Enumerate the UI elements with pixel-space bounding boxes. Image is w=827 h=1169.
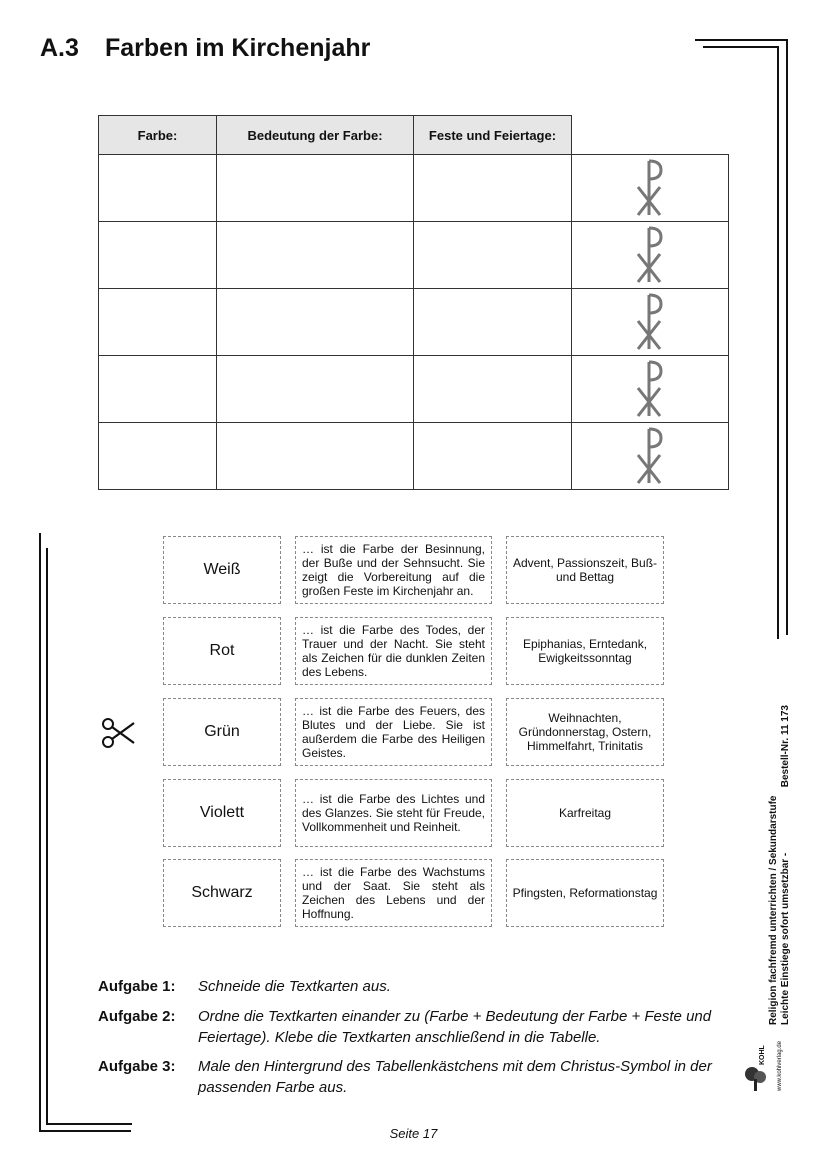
card-feasts-text: Advent, Passionszeit, Buß- und Bettag <box>512 556 658 584</box>
header-farbe: Farbe: <box>99 116 217 155</box>
table-cell-empty[interactable] <box>217 423 414 490</box>
table-header-row <box>99 116 729 155</box>
table-cell-empty[interactable] <box>414 222 572 289</box>
card-meaning[interactable] <box>295 859 492 927</box>
table-row <box>99 222 729 289</box>
card-color-text: Weiß <box>203 561 241 578</box>
section-title: Farben im Kirchenjahr <box>105 34 371 62</box>
card-feasts[interactable] <box>506 779 664 847</box>
publisher-website: www.kohlverlag.de <box>777 1040 783 1091</box>
card-meaning-text: … ist die Farbe der Besinnung, der Buße und der Sehnsucht. Sie zeigt die Vorbereitung auf die großen Feste im Kirchenjahr an. <box>302 542 485 598</box>
table-cell-symbol <box>572 423 729 490</box>
card-feasts-text: Epiphanias, Erntedank, Ewigkeitssonntag <box>522 637 648 665</box>
table-row <box>99 423 729 490</box>
table-cell-empty[interactable] <box>217 155 414 222</box>
card-meaning[interactable] <box>295 536 492 604</box>
card-color[interactable] <box>163 779 281 847</box>
card-feasts-text: Weihnachten, Gründonnerstag, Ostern, Himmelfahrt, Trinitatis <box>518 711 652 753</box>
tree-icon <box>743 1063 769 1093</box>
card-color[interactable] <box>163 617 281 685</box>
side-line-2-text: Leichte Einstiege sofort umsetzbar - <box>780 852 791 1025</box>
side-line-2 <box>780 705 791 1025</box>
card-meaning-text: … ist die Farbe des Lichtes und des Glanzes. Sie steht für Freude, Vollkommenheit und Reinheit. <box>302 792 485 834</box>
task-2-text: Ordne die Textkarten einander zu (Farbe + Bedeutung der Farbe + Feste und Feiertage). Klebe die Textkarten anschließend in die Tabelle. <box>198 1008 712 1046</box>
table-cell-empty[interactable] <box>99 356 217 423</box>
side-order-number: Bestell-Nr. 11 173 <box>780 705 791 788</box>
table-row <box>99 289 729 356</box>
card-meaning[interactable] <box>295 779 492 847</box>
color-table <box>98 115 729 490</box>
task-2-label: Aufgabe 2: <box>98 1008 176 1025</box>
card-color-text: Grün <box>204 723 240 740</box>
page-title <box>40 34 370 63</box>
table-cell-symbol <box>572 356 729 423</box>
header-blank <box>572 116 729 155</box>
card-feasts[interactable] <box>506 617 664 685</box>
publisher-logo <box>743 1025 793 1093</box>
header-feste: Feste und Feiertage: <box>414 116 572 155</box>
table-cell-empty[interactable] <box>217 289 414 356</box>
table-row <box>99 155 729 222</box>
chi-rho-icon <box>635 224 665 286</box>
card-color[interactable] <box>163 859 281 927</box>
decorative-frame-bottom-left-inner <box>46 548 132 1125</box>
header-bedeutung: Bedeutung der Farbe: <box>217 116 414 155</box>
side-line-1-text: Religion fachfremd unterrichten / Sekundarstufe <box>768 795 779 1025</box>
card-feasts-text: Pfingsten, Reformationstag <box>512 886 658 900</box>
table-cell-empty[interactable] <box>414 289 572 356</box>
table-cell-empty[interactable] <box>414 155 572 222</box>
table-cell-empty[interactable] <box>99 289 217 356</box>
publisher-name: KOHL <box>759 1045 766 1065</box>
table-cell-empty[interactable] <box>99 155 217 222</box>
chi-rho-icon <box>635 291 665 353</box>
card-meaning[interactable] <box>295 698 492 766</box>
card-color[interactable] <box>163 536 281 604</box>
table-cell-empty[interactable] <box>414 356 572 423</box>
table-cell-symbol <box>572 222 729 289</box>
table-cell-symbol <box>572 155 729 222</box>
table-cell-empty[interactable] <box>99 423 217 490</box>
card-feasts-text: Karfreitag <box>558 806 612 820</box>
card-feasts[interactable] <box>506 859 664 927</box>
task-1-text: Schneide die Textkarten aus. <box>198 978 391 995</box>
table-row <box>99 356 729 423</box>
card-color-text: Schwarz <box>191 884 253 901</box>
task-3-label: Aufgabe 3: <box>98 1058 176 1075</box>
chi-rho-icon <box>635 425 665 487</box>
table-cell-empty[interactable] <box>414 423 572 490</box>
table-cell-empty[interactable] <box>217 356 414 423</box>
card-color-text: Violett <box>199 804 245 821</box>
card-meaning-text: … ist die Farbe des Todes, der Trauer und der Nacht. Sie steht als Zeichen für die dunklen Zeiten des Lebens. <box>302 623 485 679</box>
card-feasts[interactable] <box>506 698 664 766</box>
chi-rho-icon <box>635 157 665 219</box>
card-meaning[interactable] <box>295 617 492 685</box>
card-meaning-text: … ist die Farbe des Wachstums und der Saat. Sie steht als Zeichen des Lebens und der Hoffnung. <box>302 865 485 921</box>
table-cell-empty[interactable] <box>217 222 414 289</box>
page-number: Seite 17 <box>389 1126 438 1141</box>
side-line-1 <box>768 705 779 1025</box>
scissors-icon <box>100 717 136 754</box>
card-color-text: Rot <box>209 642 235 659</box>
task-3-text: Male den Hintergrund des Tabellenkästchens mit dem Christus-Symbol in der passenden Farbe aus. <box>198 1058 712 1096</box>
table-cell-empty[interactable] <box>99 222 217 289</box>
card-feasts[interactable] <box>506 536 664 604</box>
table-cell-symbol <box>572 289 729 356</box>
card-meaning-text: … ist die Farbe des Feuers, des Blutes und der Liebe. Sie ist außerdem die Farbe des Heiligen Geistes. <box>302 704 485 760</box>
chi-rho-icon <box>635 358 665 420</box>
section-number: A.3 <box>40 34 79 62</box>
task-1-label: Aufgabe 1: <box>98 978 176 995</box>
card-color[interactable] <box>163 698 281 766</box>
